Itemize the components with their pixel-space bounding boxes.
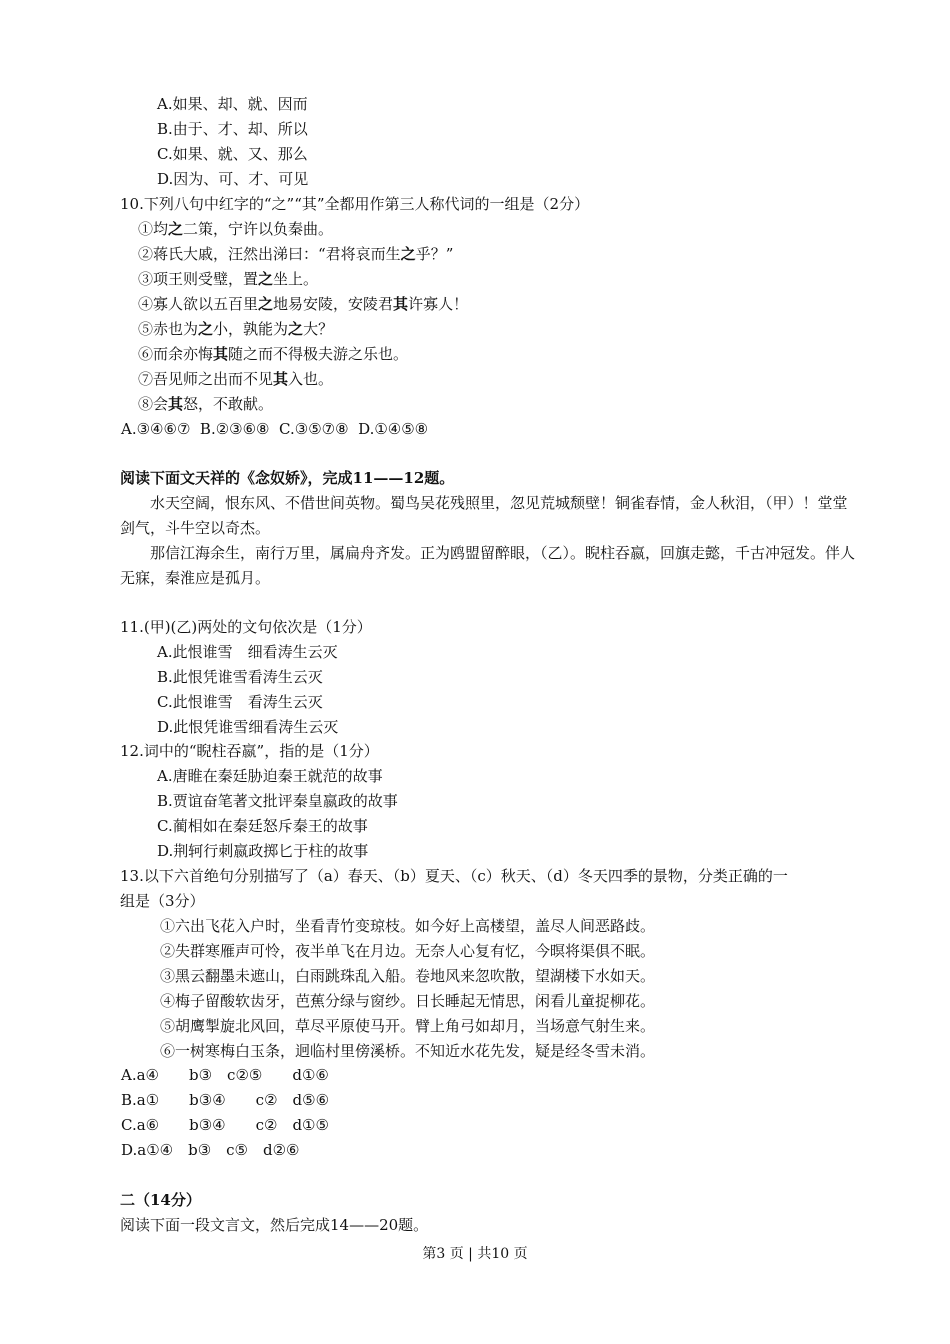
q13-poem: ②失群寒雁声可怜，夜半单飞在月边。无奈人心复有忆，今暝将渠俱不眠。 [160, 942, 656, 960]
section-intro: 阅读下面一段文言文，然后完成14——20题。 [120, 1216, 429, 1234]
q11-stem: 11.(甲)(乙)两处的文句依次是（1分） [120, 618, 372, 636]
q10-sentence: ①均之二策，宁许以负秦曲。 [138, 220, 334, 238]
poem-paragraph-1: 水天空阔，恨东风、不借世间英物。蜀鸟吴花残照里，忽见荒城颓壁！铜雀春情，金人秋泪，（甲）！堂堂剑气，斗牛空以奇杰。 [120, 494, 848, 537]
q12-option-c: C.蔺相如在秦廷怒斥秦王的故事 [157, 817, 368, 835]
q13-option-c: C.a⑥ b③④ c② d①⑤ [121, 1116, 329, 1134]
q12-option-b: B.贾谊奋笔著文批评秦皇嬴政的故事 [157, 792, 398, 810]
q13-poem: ③黑云翻墨未遮山，白雨跳珠乱入船。卷地风来忽吹散，望湖楼下水如天。 [160, 967, 656, 985]
q13-option-d: D.a①④ b③ c⑤ d②⑥ [121, 1141, 300, 1159]
q10-options: A.③④⑥⑦ B.②③⑥⑧ C.③⑤⑦⑧ D.①④⑤⑧ [121, 420, 429, 438]
q10-sentence: ⑤赤也为之小，孰能为之大？ [138, 320, 334, 338]
q13-poem: ①六出飞花入户时，坐看青竹变琼枝。如今好上高楼望，盖尽人间恶路歧。 [160, 917, 656, 935]
q12-option-a: A.唐睢在秦廷胁迫秦王就范的故事 [157, 767, 383, 785]
q12-stem: 12.词中的“睨柱吞嬴”，指的是（1分） [120, 742, 379, 760]
section-heading: 二（14分） [120, 1191, 201, 1209]
reading-heading: 阅读下面文天祥的《念奴娇》，完成11——12题。 [120, 469, 455, 487]
q13-stem-continued: 组是（3分） [120, 892, 205, 910]
q11-option-d: D.此恨凭谁雪细看涛生云灭 [157, 718, 339, 736]
q10-sentence: ⑥而余亦悔其随之而不得极夫游之乐也。 [138, 345, 409, 363]
q13-stem: 13.以下六首绝句分别描写了（a）春天、（b）夏天、（c）秋天、（d）冬天四季的景物，分类正确的一 [120, 867, 788, 885]
q13-option-a: A.a④ b③ c②⑤ d①⑥ [121, 1066, 329, 1084]
q13-poem: ⑤胡鹰掣旋北风回，草尽平原使马开。臂上角弓如却月，当场意气射生来。 [160, 1017, 656, 1035]
q9-option-a: A.如果、却、就、因而 [157, 95, 308, 113]
q10-sentence: ④寡人欲以五百里之地易安陵，安陵君其许寡人！ [138, 295, 469, 313]
q11-option-b: B.此恨凭谁雪看涛生云灭 [157, 668, 323, 686]
q10-sentence: ②蒋氏大戚，汪然出涕曰：“君将哀而生之乎？” [138, 245, 454, 263]
q11-option-a: A.此恨谁雪 细看涛生云灭 [157, 643, 338, 661]
q13-option-b: B.a① b③④ c② d⑤⑥ [121, 1091, 330, 1109]
q10-stem: 10.下列八句中红字的“之”“其”全都用作第三人称代词的一组是（2分） [120, 195, 590, 213]
q9-option-c: C.如果、就、又、那么 [157, 145, 308, 163]
q13-poem: ④梅子留酸软齿牙，芭蕉分绿与窗纱。日长睡起无情思，闲看儿童捉柳花。 [160, 992, 656, 1010]
page-number-footer: 第3 页 | 共10 页 [422, 1246, 528, 1262]
q12-option-d: D.荆轲行刺嬴政掷匕于柱的故事 [157, 842, 369, 860]
q9-option-b: B.由于、才、却、所以 [157, 120, 308, 138]
q13-poem: ⑥一树寒梅白玉条，迥临村里傍溪桥。不知近水花先发，疑是经冬雪未消。 [160, 1042, 656, 1060]
q10-sentence: ⑦吾见师之出而不见其入也。 [138, 370, 334, 388]
q9-option-d: D.因为、可、才、可见 [157, 170, 309, 188]
q10-sentence: ⑧会其怒，不敢献。 [138, 395, 274, 413]
poem-paragraph-2: 那信江海余生，南行万里，属扁舟齐发。正为鸥盟留醉眼，（乙）。睨柱吞嬴，回旗走懿，千古冲冠发。伴人无寐，秦淮应是孤月。 [120, 544, 856, 587]
q11-option-c: C.此恨谁雪 看涛生云灭 [157, 693, 323, 711]
q10-sentence: ③项王则受璧，置之坐上。 [138, 270, 319, 288]
